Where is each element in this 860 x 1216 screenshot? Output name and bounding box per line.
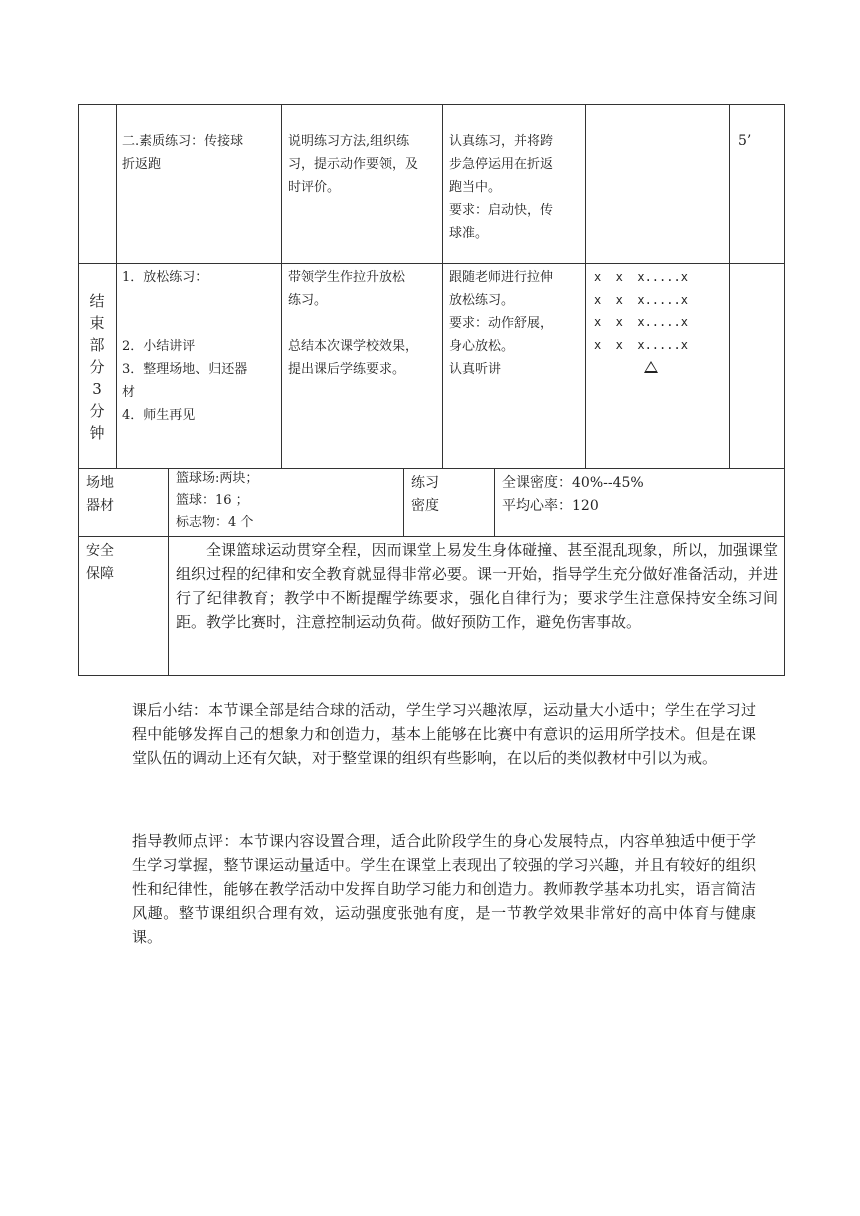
venue-equipment-label: 场地 器材 — [86, 475, 114, 514]
table-col-divider — [729, 104, 730, 468]
table-border-bottom — [78, 675, 785, 676]
row2-student-activity: 跟随老师进行拉伸 放松练习。 要求：动作舒展， 身心放松。 认真听讲 — [449, 270, 554, 377]
formation-row: x x x.....x — [594, 270, 688, 284]
table-row-divider — [78, 263, 785, 264]
table-col-divider — [442, 104, 443, 468]
table-border-right — [784, 104, 785, 676]
practice-density-values: 全课密度：40%--45% 平均心率：120 — [502, 475, 644, 514]
table-col-divider — [168, 536, 169, 675]
table-col-divider — [281, 104, 282, 468]
table-row-divider — [78, 536, 785, 537]
formation-row: x x x.....x — [594, 338, 688, 352]
formation-row: x x x.....x — [594, 293, 688, 307]
triangle-icon — [644, 361, 658, 373]
practice-density-label: 练习 密度 — [411, 475, 439, 514]
venue-equipment-list: 篮球场:两块； 篮球：16 ； 标志物：4 个 — [176, 471, 259, 530]
row1-teacher-activity: 说明练习方法,组织练 习，提示动作要领，及 时评价。 — [288, 134, 419, 195]
section-label-ending: 结 束 部 分 3 分 钟 — [89, 292, 105, 442]
safety-label: 安全 保障 — [86, 543, 114, 582]
lesson-summary: 课后小结：本节课全部是结合球的活动，学生学习兴趣浓厚，运动量大小适中；学生在学习过程中能够发挥自己的想象力和创造力，基本上能够在比赛中有意识的运用所学技术。但是在课堂队伍的调动上还有欠缺，对于整堂课的组织有些影响，在以后的类似教材中引以为戒。 — [132, 701, 756, 767]
row1-time: 5’ — [738, 133, 752, 149]
table-border-top — [78, 104, 785, 105]
table-col-divider — [168, 468, 169, 536]
table-border-left — [78, 104, 79, 676]
formation-row: x x x.....x — [594, 315, 688, 329]
row2-teacher-activity: 带领学生作拉升放松 练习。 总结本次课学校效果， 提出课后学练要求。 — [288, 270, 419, 377]
table-col-divider — [494, 468, 495, 536]
table-col-divider — [585, 104, 586, 468]
row1-student-activity: 认真练习，并将跨 步急停运用在折返 跑当中。 要求：启动快，传 球准。 — [449, 134, 554, 241]
row2-content: 1．放松练习： 2．小结讲评 3．整理场地、归还器 材 4．师生再见 — [122, 270, 248, 423]
table-col-divider — [116, 104, 117, 468]
instructor-comment: 指导教师点评：本节课内容设置合理，适合此阶段学生的身心发展特点，内容单独适中便于学生学习掌握，整节课运动量适中。学生在课堂上表现出了较强的学习兴趣，并且有较好的组织性和纪律性，能够在教学活动中发挥自助学习能力和创造力。教师教学基本功扎实，语言简洁风趣。整节课组织合理有效，运动强度张弛有度，是一节教学效果非常好的高中体育与健康课。 — [132, 832, 756, 946]
row1-content: 二.素质练习：传接球 折返跑 — [122, 134, 244, 172]
table-col-divider — [403, 468, 404, 536]
safety-text: 全课篮球运动贯穿全程，因而课堂上易发生身体碰撞、甚至混乱现象，所以，加强课堂组织过程的纪律和安全教育就显得非常必要。课一开始，指导学生充分做好准备活动，并进行了纪律教育；教学中不断提醒学练要求，强化自律行为；要求学生注意保持安全练习间距。教学比赛时，注意控制运动负荷。做好预防工作，避免伤害事故。 — [176, 541, 778, 631]
